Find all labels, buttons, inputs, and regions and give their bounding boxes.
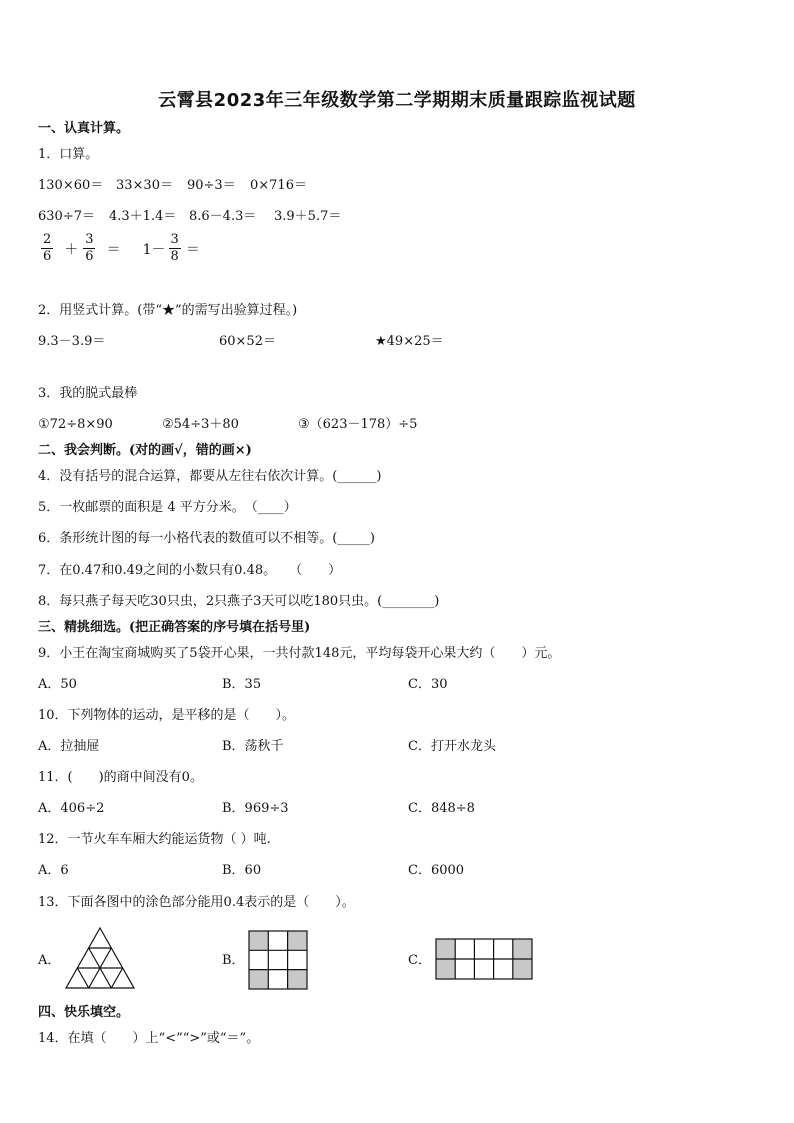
shaded-cell [249, 931, 268, 950]
shaded-cell [288, 970, 307, 989]
q1-item: 90÷3＝ [187, 178, 236, 193]
q1-item: 33×30＝ [116, 178, 173, 193]
fraction-denominator: 8 [170, 249, 179, 264]
fraction-b [83, 232, 95, 265]
shaded-cell [249, 970, 268, 989]
equals-sign: ＝ [185, 241, 200, 258]
q1-row-2 [38, 208, 341, 226]
q9-option-a: A．50 [38, 677, 77, 692]
q9-option-c: C．30 [408, 677, 448, 692]
fraction-a [41, 232, 53, 265]
q12-option-a: A．6 [38, 863, 69, 878]
triangle-grid-line [77, 968, 88, 988]
q10-stem: 10．下列物体的运动，是平移的是（ ）。 [38, 708, 296, 723]
q1-item: 630÷7＝ [38, 209, 95, 224]
q12-option-b: B．60 [222, 863, 262, 878]
fraction-denominator: 6 [85, 249, 94, 264]
triangle-grid-line [111, 968, 122, 988]
q12-stem: 12．一节火车车厢大约能运货物（ ）吨. [38, 832, 271, 847]
q9-stem: 9．小王在淘宝商城购买了5袋开心果，一共付款148元，平均每袋开心果大约（ ）元。 [38, 646, 561, 661]
q11-stem: 11．( )的商中间没有0。 [38, 770, 203, 785]
judge-item: 6．条形统计图的每一小格代表的数值可以不相等。(_____) [38, 531, 375, 546]
shaded-cell [288, 931, 307, 950]
grid-3x3-figure [248, 930, 308, 990]
q1-item: 4.3＋1.4＝ [109, 209, 177, 224]
q11-option-b: B．969÷3 [222, 801, 289, 816]
q14-stem: 14．在填（ ）上“<”“>”或“＝”。 [38, 1031, 260, 1046]
q11-option-c: C．848÷8 [408, 801, 475, 816]
q9-option-b: B．35 [222, 677, 262, 692]
judge-item: 7．在0.47和0.49之间的小数只有0.48。 （ ） [38, 563, 342, 578]
judge-item: 4．没有括号的混合运算，都要从左往右依次计算。(______) [38, 469, 382, 484]
fraction-numerator: 2 [43, 232, 52, 247]
fraction-denominator: 6 [43, 249, 52, 264]
triangle-figure [64, 926, 136, 990]
q13-option-b: B． [222, 953, 245, 968]
section-3-heading: 三、精挑细选。(把正确答案的序号填在括号里) [38, 620, 311, 635]
plus-sign: ＋ [64, 241, 79, 258]
q1-fraction-row [38, 232, 200, 265]
q3-label: 3．我的脱式最棒 [38, 386, 138, 401]
q3-item: ①72÷8×90 [38, 417, 113, 432]
q1-row-1 [38, 177, 307, 195]
q3-item: ③（623－178）÷5 [298, 417, 418, 432]
q13-option-c: C． [408, 953, 431, 968]
judge-item: 8．每只燕子每天吃30只虫，2只燕子3天可以吃180只虫。(________) [38, 594, 440, 609]
q11-option-a: A．406÷2 [38, 801, 105, 816]
q1-item: 3.9＋5.7＝ [274, 209, 342, 224]
q10-option-a: A．拉抽屉 [38, 739, 100, 754]
q10-option-c: C．打开水龙头 [408, 739, 496, 754]
q1-item: 0×716＝ [250, 178, 307, 193]
equals-sign: ＝ [106, 241, 121, 258]
q3-item: ②54÷3＋80 [162, 417, 239, 432]
q2-label: 2．用竖式计算。(带“★”的需写出验算过程。) [38, 303, 298, 318]
q1-item: 130×60＝ [38, 178, 104, 193]
q12-option-c: C．6000 [408, 863, 465, 878]
fraction-numerator: 3 [170, 232, 179, 247]
grid-5x2-figure [435, 938, 533, 980]
q13-option-a: A． [38, 953, 61, 968]
q2-item: ★49×25＝ [375, 334, 444, 349]
section-2-heading: 二、我会判断。(对的画√，错的画×) [38, 443, 252, 458]
fraction-numerator: 3 [85, 232, 94, 247]
section-1-heading: 一、认真计算。 [38, 121, 130, 136]
page-title: 云霄县2023年三年级数学第二学期期末质量跟踪监视试题 [158, 90, 636, 111]
q1-item: 8.6－4.3＝ [189, 209, 257, 224]
judge-item: 5．一枚邮票的面积是 4 平方分米。 （____） [38, 500, 297, 515]
q2-item: 9.3－3.9＝ [38, 334, 106, 349]
q1-label: 1．口算。 [38, 147, 99, 162]
triangle-outline [66, 928, 134, 988]
q13-stem: 13．下面各图中的涂色部分能用0.4表示的是（ ）。 [38, 895, 355, 910]
section-4-heading: 四、快乐填空。 [38, 1005, 130, 1020]
one-minus: 1－ [142, 241, 166, 258]
q2-item: 60×52＝ [219, 334, 276, 349]
fraction-c [168, 232, 180, 265]
q10-option-b: B．荡秋千 [222, 739, 284, 754]
